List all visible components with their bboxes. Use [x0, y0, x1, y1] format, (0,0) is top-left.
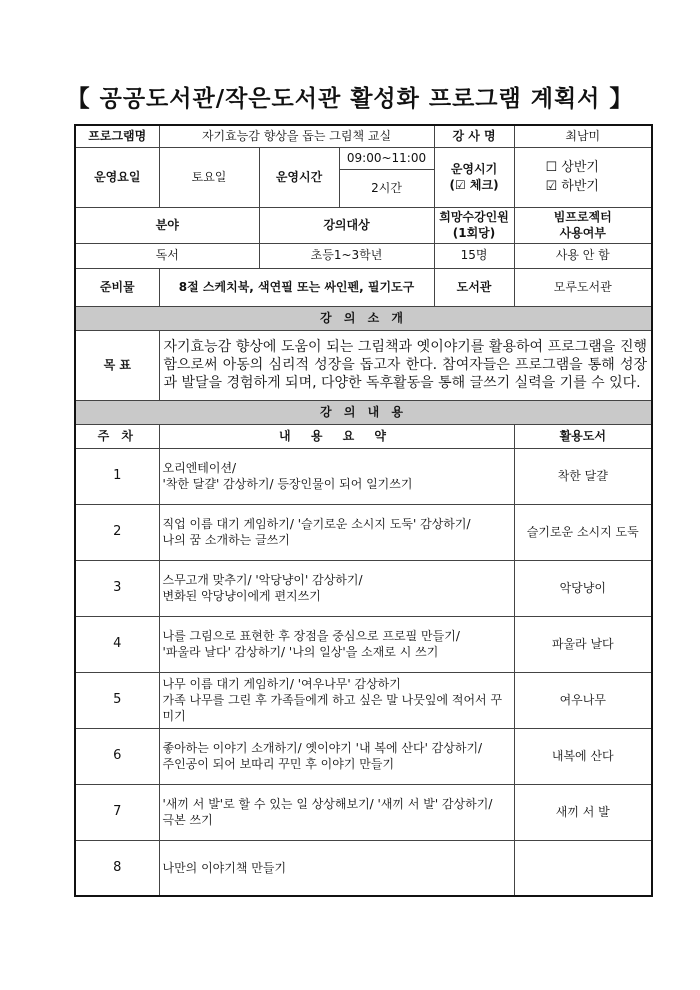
- week-summary: 좋아하는 이야기 소개하기/ 옛이야기 '내 복에 산다' 감상하기/ 주인공이 되어 보따리 꾸민 후 이야기 만들기: [159, 728, 514, 784]
- summary-column-header: 내 용 요 약: [159, 424, 514, 448]
- week-number: 5: [75, 672, 159, 728]
- week-row: [75, 840, 652, 896]
- week-summary: 나무 이름 대기 게임하기/ '여우나무' 감상하기 가족 나무를 그린 후 가족들에게 하고 싶은 말 나뭇잎에 적어서 꾸미기: [159, 672, 514, 728]
- lecturer-value: 최남미: [514, 125, 652, 147]
- time-value: 09:00~11:00: [339, 147, 434, 169]
- goal-text: 자기효능감 향상에 도움이 되는 그림책과 옛이야기를 활용하여 프로그램을 진행함으로써 아동의 심리적 성장을 돕고자 한다. 참여자들은 프로그램을 통해 성장과 발달을 경험하게 되며, 다양한 독후활동을 통해 글쓰기 실력을 기를 수 있다.: [159, 330, 652, 400]
- supplies-label: 준비물: [75, 268, 159, 306]
- week-number: 7: [75, 784, 159, 840]
- week-row: [75, 784, 652, 840]
- week-book: 새끼 서 발: [514, 784, 652, 840]
- period-options: [514, 147, 652, 207]
- capacity-label: 희망수강인원 (1회당): [434, 207, 514, 243]
- week-book: 악당냥이: [514, 560, 652, 616]
- week-row: [75, 560, 652, 616]
- lecturer-label: 강 사 명: [434, 125, 514, 147]
- week-summary: 직업 이름 대기 게임하기/ '슬기로운 소시지 도둑' 감상하기/ 나의 꿈 소개하는 글쓰기: [159, 504, 514, 560]
- week-book: [514, 840, 652, 896]
- content-section-header: 강 의 내 용: [75, 400, 652, 424]
- library-value: 모루도서관: [514, 268, 652, 306]
- week-column-header: 주 차: [75, 424, 159, 448]
- library-label: 도서관: [434, 268, 514, 306]
- week-summary: 스무고개 맞추기/ '악당냥이' 감상하기/ 변화된 악당냥이에게 편지쓰기: [159, 560, 514, 616]
- day-label: 운영요일: [75, 147, 159, 207]
- program-name-label: 프로그램명: [75, 125, 159, 147]
- week-number: 1: [75, 448, 159, 504]
- week-row: [75, 504, 652, 560]
- week-summary: '새끼 서 발'로 할 수 있는 일 상상해보기/ '새끼 서 발' 감상하기/ 극본 쓰기: [159, 784, 514, 840]
- period-label: 운영시기 (☑ 체크): [434, 147, 514, 207]
- field-label: 분야: [75, 207, 259, 243]
- book-column-header: 활용도서: [514, 424, 652, 448]
- week-number: 6: [75, 728, 159, 784]
- document-title: 【 공공도서관/작은도서관 활성화 프로그램 계획서 】: [66, 86, 634, 112]
- target-value: 초등1~3학년: [259, 243, 434, 268]
- week-row: [75, 672, 652, 728]
- time-label: 운영시간: [259, 147, 339, 207]
- week-number: 2: [75, 504, 159, 560]
- intro-section-header: 강 의 소 개: [75, 306, 652, 330]
- plan-table: [74, 124, 653, 897]
- goal-label: 목 표: [75, 330, 159, 400]
- supplies-value: 8절 스케치북, 색연필 또는 싸인펜, 필기도구: [159, 268, 434, 306]
- target-label: 강의대상: [259, 207, 434, 243]
- day-value: 토요일: [159, 147, 259, 207]
- duration-value: 2시간: [339, 169, 434, 207]
- field-value: 독서: [75, 243, 259, 268]
- week-book: 슬기로운 소시지 도둑: [514, 504, 652, 560]
- week-summary: 오리엔테이션/ '착한 달걀' 감상하기/ 등장인물이 되어 일기쓰기: [159, 448, 514, 504]
- week-row: [75, 448, 652, 504]
- projector-label: 빔프로젝터 사용여부: [514, 207, 652, 243]
- week-row: [75, 728, 652, 784]
- program-name-value: 자기효능감 향상을 돕는 그림책 교실: [159, 125, 434, 147]
- week-book: 착한 달걀: [514, 448, 652, 504]
- week-book: 내복에 산다: [514, 728, 652, 784]
- week-book: 여우나무: [514, 672, 652, 728]
- week-number: 4: [75, 616, 159, 672]
- week-number: 8: [75, 840, 159, 896]
- week-book: 파울라 날다: [514, 616, 652, 672]
- week-summary: 나만의 이야기책 만들기: [159, 840, 514, 896]
- period-first-half-checkbox[interactable]: ☐ 상반기: [545, 159, 599, 175]
- capacity-value: 15명: [434, 243, 514, 268]
- period-second-half-checkbox[interactable]: ☑ 하반기: [545, 179, 599, 194]
- week-row: [75, 616, 652, 672]
- week-summary: 나를 그림으로 표현한 후 장점을 중심으로 프로필 만들기/ '파울라 날다' 감상하기/ '나의 일상'을 소재로 시 쓰기: [159, 616, 514, 672]
- projector-value: 사용 안 함: [514, 243, 652, 268]
- week-number: 3: [75, 560, 159, 616]
- week-rows: [75, 448, 652, 896]
